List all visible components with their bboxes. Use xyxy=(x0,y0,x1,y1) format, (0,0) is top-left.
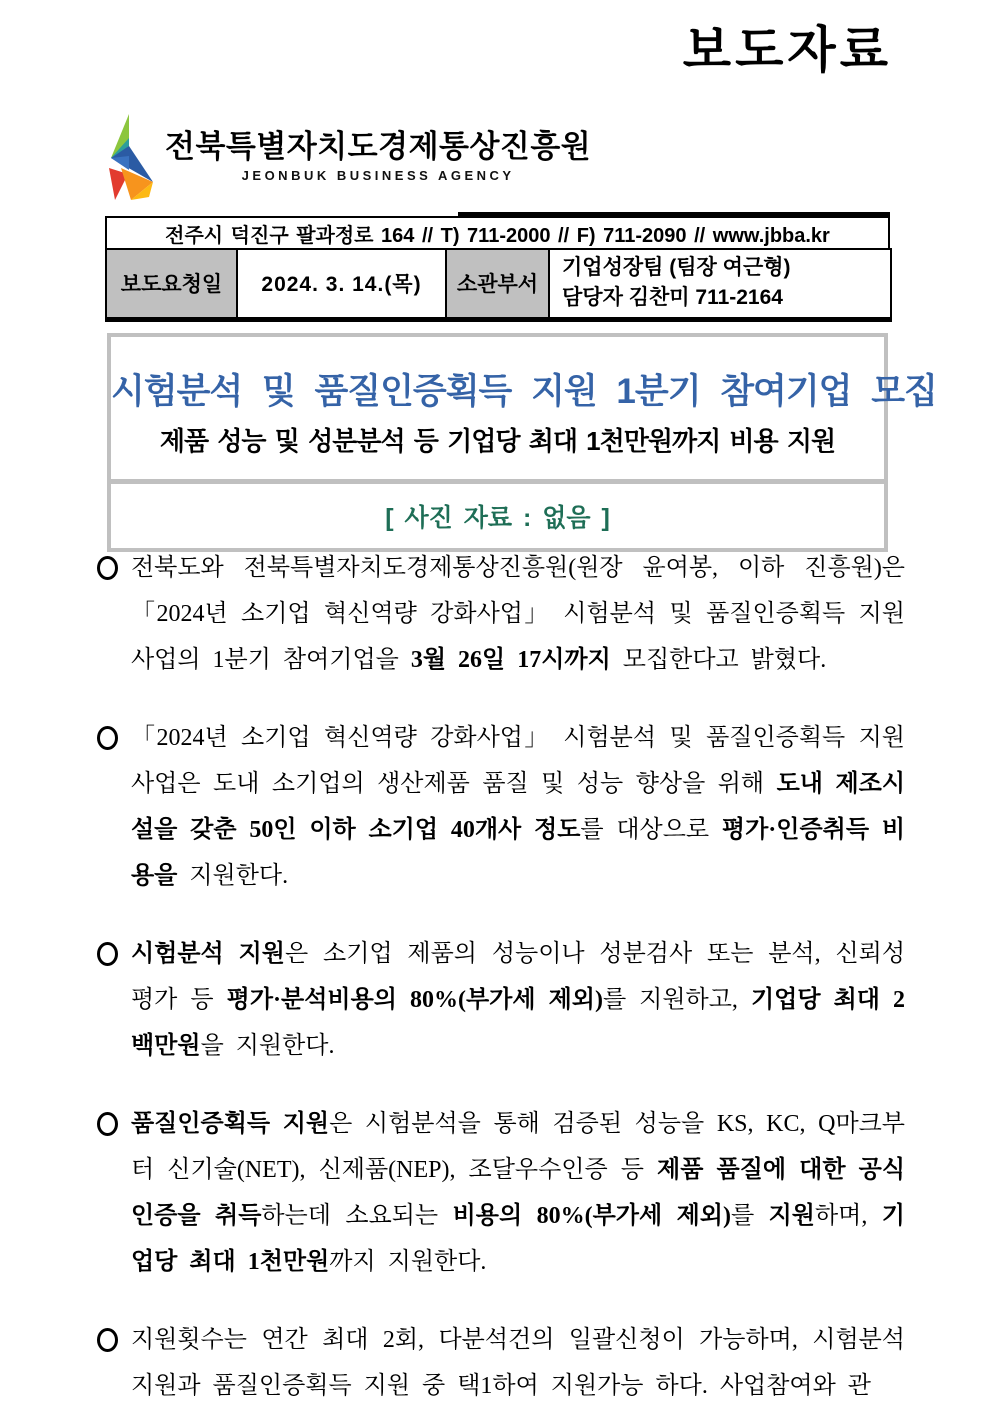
department-contact: 담당자 김찬미 711-2164 xyxy=(562,286,783,310)
emphasis-text: 제품 품질에 대한 공식 인증을 취득 xyxy=(131,1157,906,1229)
emphasis-text: 도내 제조시설을 갖춘 50인 이하 소기업 40개사 정도 xyxy=(131,771,905,843)
bullet-circle-icon xyxy=(97,1328,118,1352)
press-paragraph xyxy=(95,715,905,899)
agency-name-english: JEONBUK BUSINESS AGENCY xyxy=(241,168,515,183)
body-text: 지원한다. xyxy=(177,863,289,889)
request-date-label: 보도요청일 xyxy=(106,249,237,319)
body-text: 하는데 소요되는 xyxy=(261,1203,453,1229)
press-paragraph xyxy=(95,1101,905,1285)
photo-note: [ 사진 자료 : 없음 ] xyxy=(385,504,610,532)
body-paragraphs xyxy=(95,545,905,1403)
press-info-table xyxy=(105,248,892,322)
headline-title: 시험분석 및 품질인증획득 지원 1분기 참여기업 모집 xyxy=(111,372,937,411)
agency-logo xyxy=(103,112,591,200)
emphasis-text: 기업당 최대 1천만원 xyxy=(131,1203,905,1275)
department-label: 소관부서 xyxy=(446,249,549,319)
body-text: 모집한다고 밝혔다. xyxy=(610,647,827,673)
headline-box xyxy=(107,333,937,552)
press-paragraph xyxy=(95,931,905,1069)
department-cell xyxy=(549,249,891,319)
body-text: 를 대상으로 xyxy=(580,817,722,843)
emphasis-text: 평가·인증취득 비용을 xyxy=(131,817,906,889)
page-title: 보도자료 xyxy=(682,22,892,78)
body-text: 을 지원한다. xyxy=(200,1033,335,1059)
agency-logo-text xyxy=(165,129,591,183)
emphasis-text: 3월 26일 17시까지 xyxy=(410,647,611,673)
agency-address-bar: 전주시 덕진구 팔과정로 164 // T) 711-2000 // F) 711-2090 // www.jbba.kr xyxy=(105,216,890,250)
body-text: 하며, xyxy=(814,1203,882,1229)
body-text: 「2024년 소기업 혁신역량 강화사업」 시험분석 및 품질인증획득 지원사업은 도내 소기업의 생산제품 품질 및 성능 향상을 위해 xyxy=(131,725,905,797)
body-text: 은 시험분석을 통해 검증된 성능을 KS, KC, Q마크부터 신기술(NET), 신제품(NEP), 조달우수인증 등 xyxy=(131,1111,905,1183)
emphasis-text: 지원 xyxy=(768,1203,815,1229)
bullet-circle-icon xyxy=(97,942,118,966)
bullet-circle-icon xyxy=(97,726,118,750)
emphasis-text: 시험분석 지원 xyxy=(131,941,285,967)
bullet-circle-icon xyxy=(97,556,118,580)
press-paragraph xyxy=(95,545,905,683)
body-text: 전북도와 전북특별자치도경제통상진흥원(원장 윤여봉, 이하 진흥원)은 「2024년 소기업 혁신역량 강화사업」 시험분석 및 품질인증획득 지원 사업의 1분기 참여기업을 xyxy=(131,555,905,673)
body-text: 은 소기업 제품의 성능이나 성분검사 또는 분석, 신뢰성 평가 등 xyxy=(131,941,906,1013)
request-date-value: 2024. 3. 14.(목) xyxy=(237,249,446,319)
emphasis-text: 비용의 80%(부가세 제외) xyxy=(452,1203,731,1229)
agency-logo-icon xyxy=(103,112,155,200)
press-info-row xyxy=(106,249,891,319)
agency-name-korean: 전북특별자치도경제통상진흥원 xyxy=(165,129,592,164)
body-text: 를 지원하고, xyxy=(602,987,751,1013)
body-text: 까지 지원한다. xyxy=(329,1249,487,1275)
body-text: 를 xyxy=(730,1203,769,1229)
press-paragraph xyxy=(95,1317,905,1403)
emphasis-text: 평가·분석비용의 80%(부가세 제외) xyxy=(226,987,603,1013)
emphasis-text: 기업당 최대 2백만원 xyxy=(131,987,906,1059)
emphasis-text: 품질인증획득 지원 xyxy=(131,1111,330,1137)
body-text: 지원횟수는 연간 최대 2회, 다분석건의 일괄신청이 가능하며, 시험분석 지원과 품질인증획득 지원 중 택1하여 지원가능 하다. 사업참여와 관 xyxy=(131,1327,905,1399)
headline-main xyxy=(111,337,937,479)
headline-subtitle: 제품 성능 및 성분분석 등 기업당 최대 1천만원까지 비용 지원 xyxy=(159,426,836,456)
department-team: 기업성장팀 (팀장 여근형) xyxy=(562,256,791,280)
bullet-circle-icon xyxy=(97,1112,118,1136)
